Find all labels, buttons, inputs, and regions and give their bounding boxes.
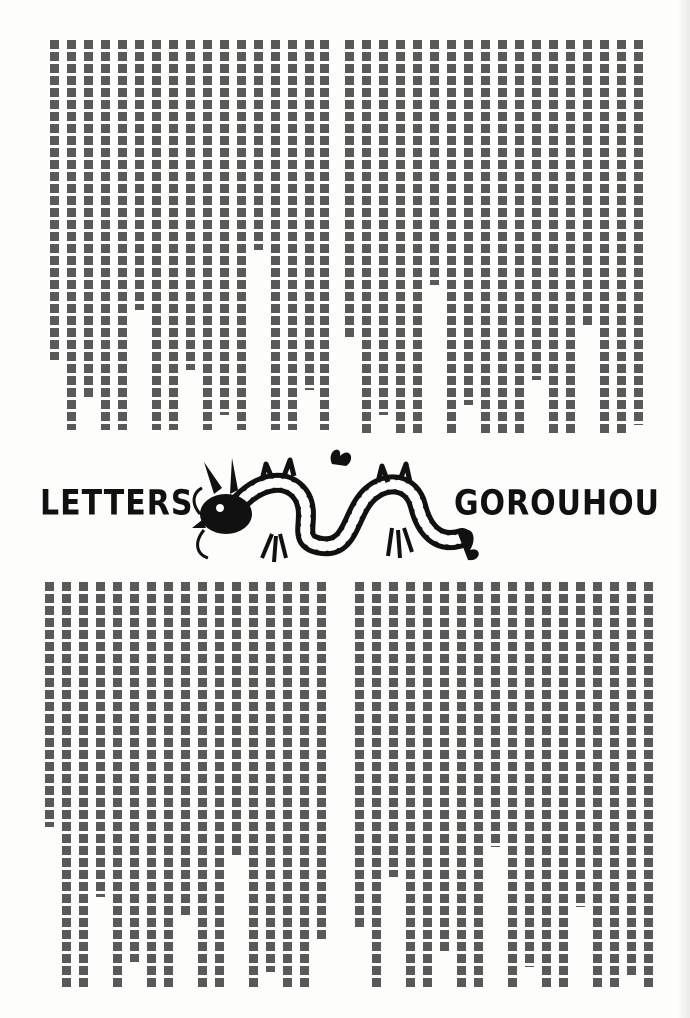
letters-column-1 [50, 40, 330, 430]
letters-column-2 [345, 40, 645, 435]
gorouhou-title: GOROUHOU [453, 483, 660, 524]
letters-title: LETTERS [40, 483, 194, 524]
letters-banner [30, 442, 660, 570]
letters-column-3 [45, 582, 337, 987]
letters-column-4 [355, 582, 655, 987]
page-edge [676, 0, 690, 1018]
dragon-illustration-icon [192, 442, 482, 570]
